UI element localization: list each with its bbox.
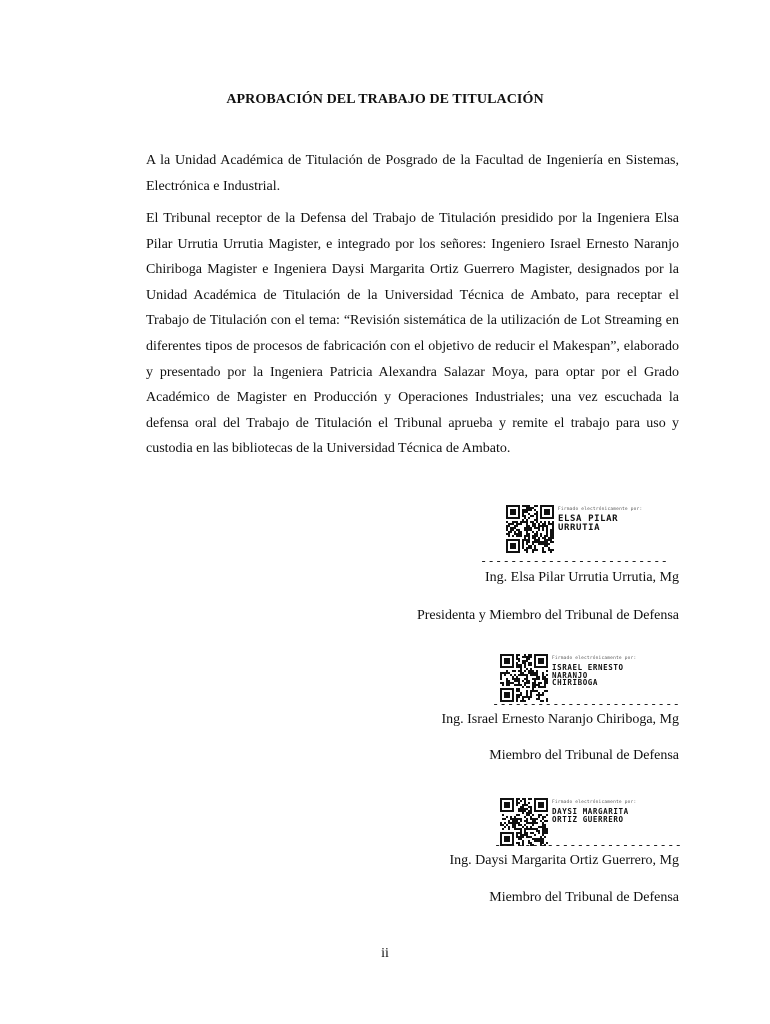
signature-line: ------------------------- — [480, 554, 669, 568]
signer-name: Ing. Israel Ernesto Naranjo Chiriboga, Mg — [441, 712, 679, 727]
signer-name: Ing. Elsa Pilar Urrutia Urrutia, Mg — [484, 570, 679, 585]
signature-line: ------------------------- — [492, 697, 681, 711]
stamp-caption: Firmado electrónicamente por: — [558, 507, 643, 512]
stamp-signer-name: ISRAEL ERNESTO NARANJO CHIRIBOGA — [552, 663, 624, 687]
stamp-caption: Firmado electrónicamente por: — [552, 800, 637, 805]
addressee-paragraph: A la Unidad Académica de Titulación de Posgrado de la Facultad de Ingeniería en Sistemas, Electrónica e Industrial. — [146, 153, 679, 194]
page-title: APROBACIÓN DEL TRABAJO DE TITULACIÓN — [226, 92, 544, 107]
qr-code-icon — [506, 505, 554, 553]
signature-stamp-1 — [506, 505, 676, 553]
signer-role: Miembro del Tribunal de Defensa — [489, 748, 679, 763]
signer-role: Presidenta y Miembro del Tribunal de Defensa — [416, 608, 679, 623]
signature-stamp-2 — [500, 654, 676, 702]
signer-role: Miembro del Tribunal de Defensa — [489, 890, 679, 905]
page-number: ii — [381, 946, 389, 961]
approval-paragraph: El Tribunal receptor de la Defensa del Trabajo de Titulación presidido por la Ingeniera Elsa Pilar Urrutia Urrutia Magister, e integrado por los señores: Ingeniero Israel Ernesto Naranjo Chiriboga Magister e Ingeniera Daysi Margarita Ortiz Guerrero Magister, designados por la Unidad Académica de Titulación de la Universidad Técnica de Ambato, para receptar el Trabajo de Titulación con el tema: “Revisión sistemática de la utilización de Lot Streaming en diferentes tipos de procesos de fabricación con el objetivo de reducir el Makespan”, elaborado y presentado por la Ingeniera Patricia Alexandra Salazar Moya, para optar por el Grado Académico de Magister en Producción y Operaciones Industriales; una vez escuchada la defensa oral del Trabajo de Titulación el Tribunal aprueba y remite el trabajo para uso y custodia en las bibliotecas de la Universidad Técnica de Ambato. — [146, 211, 679, 457]
signer-name: Ing. Daysi Margarita Ortiz Guerrero, Mg — [449, 853, 679, 868]
stamp-signer-name: ELSA PILAR URRUTIA — [558, 514, 619, 533]
stamp-caption: Firmado electrónicamente por: — [552, 656, 637, 661]
stamp-signer-name: DAYSI MARGARITA ORTIZ GUERRERO — [552, 807, 629, 824]
signature-line: ------------------------- — [494, 838, 683, 852]
qr-code-icon — [500, 654, 548, 702]
